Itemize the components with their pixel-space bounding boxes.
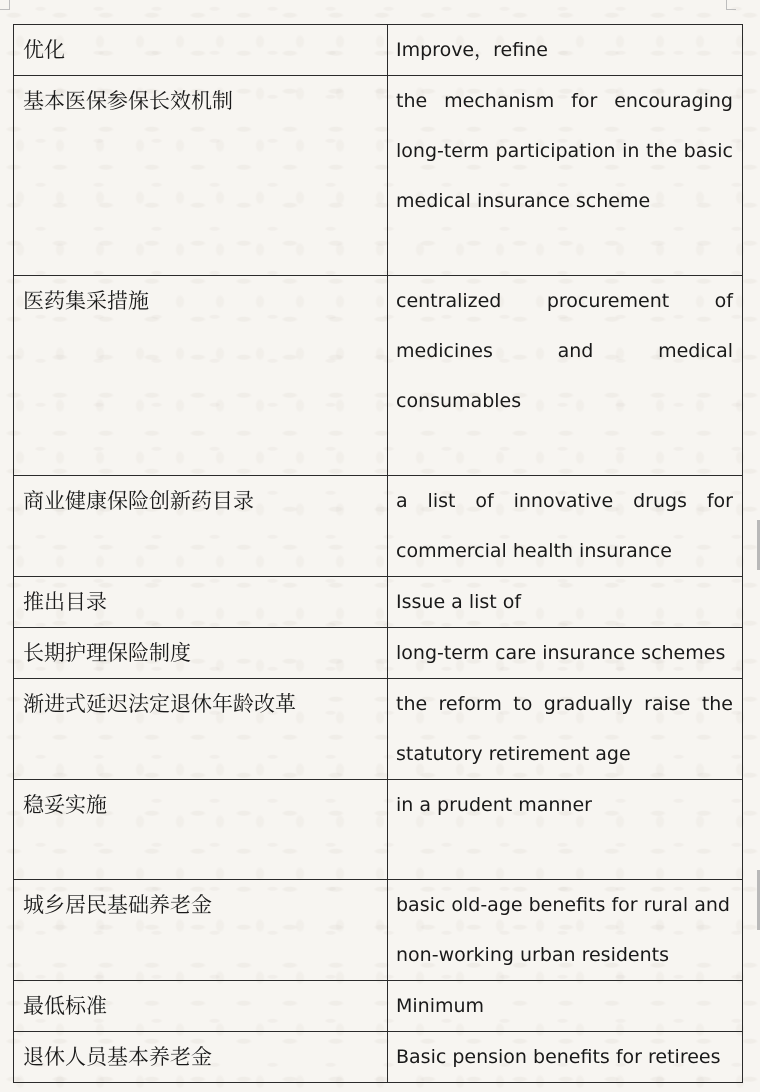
chinese-term-cell [14,679,388,780]
english-term-cell [388,1032,743,1083]
english-term: Minimum [396,995,485,1017]
chinese-term: 推出目录 [23,590,107,614]
chinese-term-cell [14,780,388,880]
english-term-cell [388,679,743,780]
table-row [14,880,743,981]
english-term: a list of innovative drugs for commercial health insurance [396,490,733,562]
chinese-term: 医药集采措施 [23,289,149,313]
chinese-term: 渐进式延迟法定退休年龄改革 [23,692,296,716]
chinese-term-cell [14,276,388,476]
english-term-cell [388,76,743,276]
table-row [14,780,743,880]
table-row [14,25,743,76]
english-term-cell [388,628,743,679]
chinese-term-cell [14,628,388,679]
english-term-cell [388,780,743,880]
english-term: the mechanism for encouraging long-term participation in the basic medical insurance scheme [396,90,733,212]
chinese-term: 优化 [23,38,65,62]
table-row [14,276,743,476]
english-term: in a prudent manner [396,794,592,816]
english-term: the reform to gradually raise the statutory retirement age [396,693,733,765]
chinese-term-cell [14,25,388,76]
chinese-term-cell [14,577,388,628]
chinese-term: 最低标准 [23,994,107,1018]
english-term-cell [388,276,743,476]
chinese-term-cell [14,981,388,1032]
english-term: Basic pension benefits for retirees [396,1046,721,1068]
table-row [14,679,743,780]
english-term-cell [388,880,743,981]
english-term: Improve，refine [396,39,548,61]
chinese-term: 稳妥实施 [23,793,107,817]
chinese-term: 城乡居民基础养老金 [23,893,212,917]
chinese-term-cell [14,476,388,577]
chinese-term: 长期护理保险制度 [23,641,191,665]
chinese-term-cell [14,1032,388,1083]
chinese-term: 商业健康保险创新药目录 [23,489,254,513]
english-term-cell [388,476,743,577]
page-corner-mark-left [0,0,10,10]
table-row [14,577,743,628]
table-row [14,476,743,577]
glossary-table [13,24,743,1083]
chinese-term: 基本医保参保长效机制 [23,89,233,113]
chinese-term-cell [14,76,388,276]
english-term-cell [388,981,743,1032]
english-term: centralized procurement of medicines and medical consumables [396,290,733,412]
english-term: basic old-age benefits for rural and non-working urban residents [396,894,730,966]
english-term: Issue a list of [396,591,522,613]
page-corner-mark-right [726,0,736,10]
table-row [14,76,743,276]
english-term-cell [388,577,743,628]
english-term-cell [388,25,743,76]
table-row [14,1032,743,1083]
english-term: long-term care insurance schemes [396,642,726,664]
table-row [14,981,743,1032]
chinese-term-cell [14,880,388,981]
table-row [14,628,743,679]
chinese-term: 退休人员基本养老金 [23,1045,212,1069]
